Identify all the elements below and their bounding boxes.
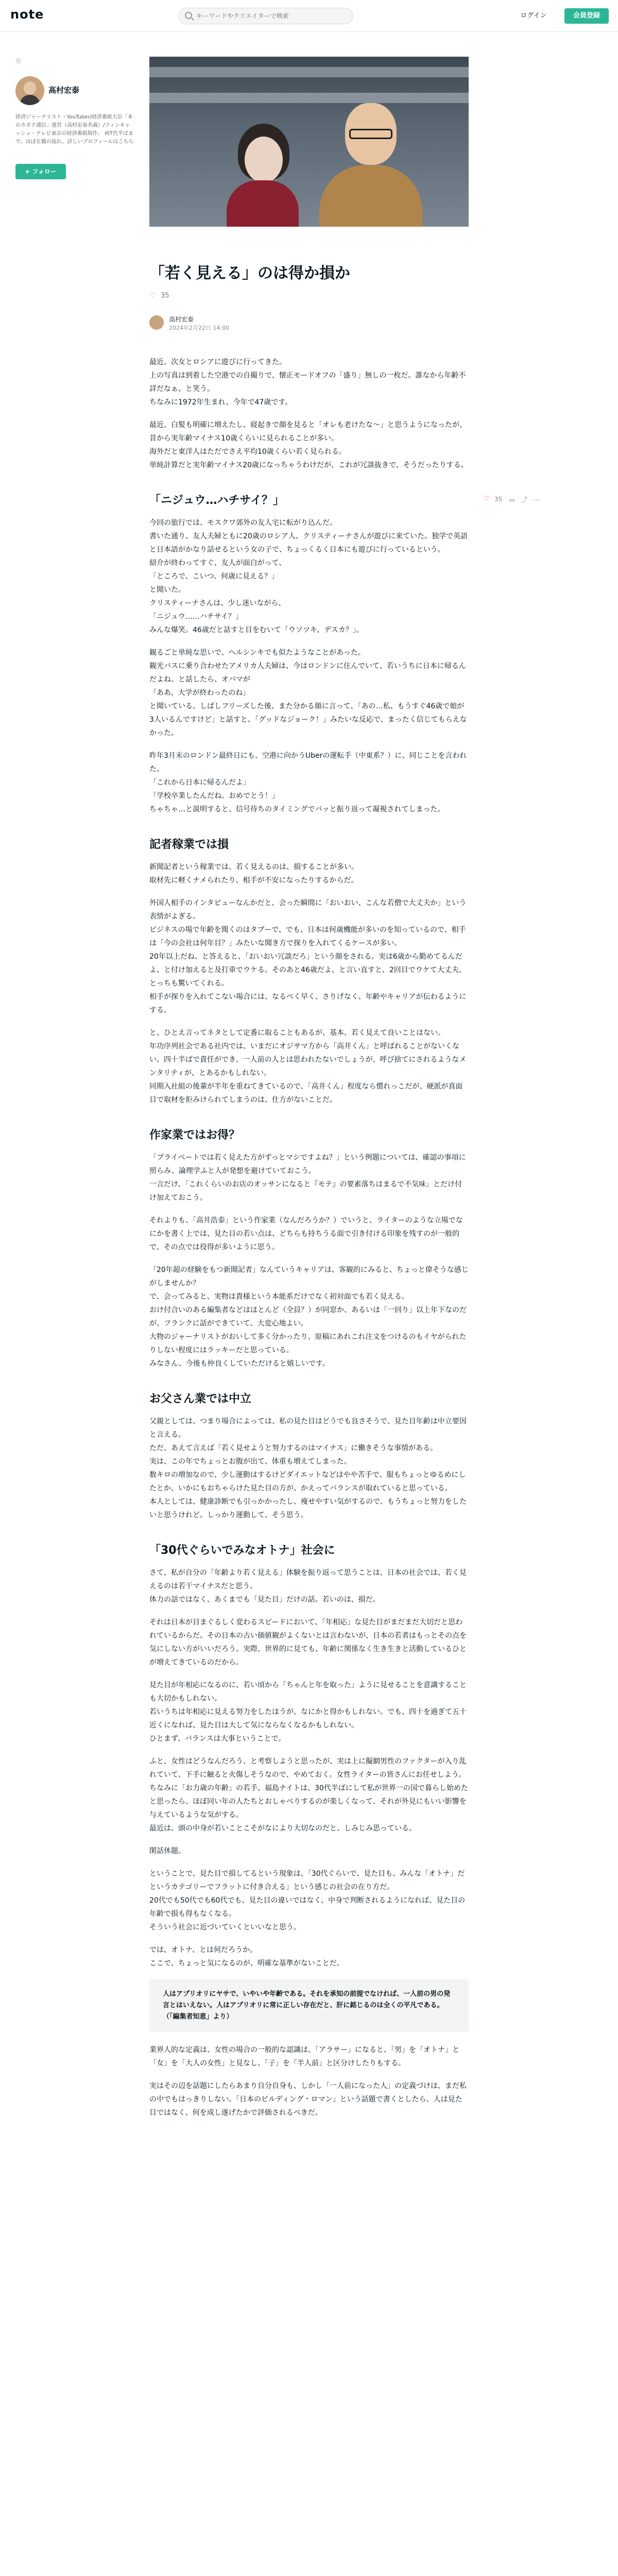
text-line: 若いうちは年相応に見える努力をしたほうが、なにかと得かもしれない。でも、四十を過ぎて五十近くになれば、見た目は大して気にならなくなるかもしれない。 [149, 1708, 467, 1730]
text-line: ひとまず、バランスは大事ということで。 [149, 1735, 286, 1743]
section-heading: 記者稼業では損 [149, 838, 229, 851]
text-line: 書いた通り、友人夫婦ともに20歳のロシア人、クリスティーナさんが遊びに来ていた。独学で英語と日本語がかなり話せるという女の子で、ちょっくるく日本にも遊びに行っているという。 [149, 532, 468, 554]
text-line: 最近、白髪も明確に増えたし、寝起きで顔を見ると「オレも老けたな～」と思うようになったが、昔から実年齢マイナス10歳くらいに見られることが多い。 [149, 421, 467, 443]
text-line: 見た目が年相応になるのに、若い頃から「ちゃんと年を取った」ように見せることを意識することも大切かもしれない。 [149, 1681, 467, 1703]
search-input[interactable] [196, 8, 346, 24]
paragraph [149, 646, 469, 740]
paragraph [149, 516, 469, 637]
text-line: 業界人的な定義は、女性の場合の一般的な認識は、「アラサー」になると、「男」を「オトナ」と「女」を「大人の女性」と見なし、「子」を「半人前」と区分けしたりもする。 [149, 2046, 459, 2067]
text-line: ただ、あえて言えば「若く見せようと努力するのはマイナス」に働きそうな事情がある。 [149, 1444, 438, 1452]
article-date: 2024年2月22日 14:00 [169, 325, 230, 331]
text-line: で、会ってみると、実物は貴様という本能系だけでなく初対面でも若く見える。 [149, 1293, 409, 1301]
text-line: 「ところで、こいつ、何歳に見える？」 [149, 572, 279, 581]
text-line: 20代でも50代でも60代でも、見た目の違いではなく、中身で判断されるようになれば、見た目の年齢で損も得もなくなる。 [149, 1896, 466, 1918]
text-line: 「これから日本に帰るんだよ」 [149, 778, 250, 787]
paragraph [149, 1844, 469, 1858]
text-line: 海外だと東洋人はただでさえ平均10歳くらい若く見られる。 [149, 448, 346, 456]
paragraph [149, 1943, 469, 1970]
paragraph [149, 1679, 469, 1745]
text-line: ふと、女性はどうなんだろう、と考察しようと思ったが、実は上に擬網男性のファクターが入り乱れていて、下手に触ると火傷しそうなので、やめておく。女性ライターの皆さんにお任せしよう。 [149, 1757, 467, 1779]
paragraph [149, 1214, 469, 1254]
paragraph [149, 749, 469, 816]
share-icon[interactable]: ⤴ [521, 496, 527, 503]
text-line: さて、私が自分の「年齢より若く見える」体験を振り返って思うことは、日本の社会では、若く見えるのは若干マイナスだと思う。 [149, 1569, 467, 1590]
text-line: 父親としては、つまり場合によっては、私の見た目はどうでも良さそうで、見た目年齢は中立要因と言える。 [149, 1417, 467, 1439]
text-line: と聞いた。 [149, 586, 185, 594]
author-avatar[interactable] [149, 315, 164, 330]
text-line: 大物のジャーナリストがおいして多く分かったり、原稿にあれこれ注文をつけるのもイヤがられたりしない程度にはラッキーだと思っている。 [149, 1333, 467, 1354]
follow-label: フォロー [32, 168, 57, 175]
text-line: ちなみに「お力歳の年齢」の若手、福島ナイトは、30代半ばにして私が世界一の国で暮らし始めたと思ったら、ほぼ同い年の人たちとおしゃべりするのが楽しくなって、それが外見にもいい影響を与えているような気がする。 [149, 1784, 468, 1819]
text-line: 年功序列社会である社内では、いまだにオジサマ方から「高井くん」と呼ばれることがないくない。四十半ばで責任ができ、一人前の人とは思われたないでしょうが、呼び捨てにされるようなメンタリティが、とあるかもしれない。 [149, 1042, 467, 1077]
section-heading: お父さん業では中立 [149, 1393, 252, 1405]
article-author-name[interactable]: 高村宏泰 [169, 316, 194, 323]
paragraph [149, 418, 469, 472]
text-line: ちなみに1972年生まれ、今年で47歳です。 [149, 398, 293, 406]
text-line: 一言だけ、「これくらいのお店のオッサンになると『モテ』の要素落ちはまるで不気味」とだけ付け加えておこう。 [149, 1180, 462, 1202]
text-line: みんな爆笑。46歳だと話すと目をむいて「ウソツキ、デスカ？」。 [149, 626, 364, 634]
blockquote: 人はアプリオリにヤサで、いやいや年齢である。それを承知の前提でなければ、一人前の男の発言とはいえない。人はアプリオリに常に正しい存在だと、肝に銘じるのは全くの平凡である。（「編集者知恵」より） [149, 1979, 469, 2032]
text-line: 数キロの増加なので、少し運動はするけどダイエットなどはやや苦手で、服もちょっとゆるめにしたとか、いかにもおちゃらけた見た目の方が、かえってバランスが取れていると思っている。 [149, 1471, 466, 1493]
text-line: 実は、この年でちょっとお腹が出て、体重も増えてしまった。 [149, 1458, 351, 1466]
paragraph [149, 1026, 469, 1107]
text-line: 昨年3月末のロンドン最終日にも、空港に向かうUberの運転手（中東系？）に、同じことを言われた。 [149, 752, 467, 773]
person-left [227, 124, 299, 227]
text-line: 今回の旅行では、モスクワ郊外の友人宅に転がり込んだ。 [149, 519, 337, 527]
author-sidebar [15, 57, 134, 175]
text-line: 本人としては、健康診断でも引っかかったし、痩せやすい気がするので、もうちょっと努力をしたいと思うけれど。しっかり運動して、そう思う。 [149, 1498, 467, 1519]
text-line: 相手が探りを入れてこない場合には、なるべく早く、さりげなく、年齢やキャリアが伝わるようにする。 [149, 993, 467, 1014]
paragraph [149, 1566, 469, 1606]
note-logo[interactable]: note [10, 7, 44, 22]
menu-icon[interactable]: ⋯ [534, 496, 540, 503]
text-line: 同期入社組の後輩が半年を重ねてきているので、「高井くん」程度なら慣れっこだが、硬派が真面目で取材を拒みけられてしまうのは、仕方がないことだ。 [149, 1082, 463, 1104]
section-heading: 作家業ではお得？ [149, 1129, 241, 1142]
search-box[interactable] [178, 8, 353, 24]
text-line: と聞いている。しばしフリーズした後、また分かる顔に言って、「あの…私、もうすぐ46歳で娘が3人いるんですけど」と話すと、「グッドなジョーク！」みたいな反応で、まったく信じてもらえなかった。 [149, 702, 467, 737]
paragraph [149, 355, 469, 409]
paragraph [149, 1867, 469, 1934]
ceiling-light [149, 67, 469, 77]
follow-button[interactable] [15, 164, 66, 179]
paragraph [149, 1755, 469, 1835]
text-line: 最近、次女とロシアに遊びに行ってきた。 [149, 358, 286, 366]
text-line: それは日本が目まぐるしく変わるスピードにおいて、「年相応」な見た目がまだまだ大切だと思われているからだ。その日本の古い価値観がよくないとは言わないが、日本の若者はもっとその点を気にしない方がいいだろう。実際、世界的に見ても、年齢に関係なく生き生きと活動しているひとが増えてきているのだから。 [149, 1618, 467, 1667]
like-count: 35 [161, 292, 169, 300]
text-line: みなさん、今後も仲良くしていただけると嬉しいです。 [149, 1360, 330, 1368]
text-line: ということで、見た目で損してるという現象は、「30代ぐらいで、見た目も、みんな「オトナ」だというカテゴリーでフラットに付き合える」という感じの社会の在り方だ。 [149, 1870, 465, 1891]
text-line: 観光バスに乗り合わせたアメリカ人夫婦は、今はロンドンに住んでいて、若いうちに日本に帰るんだよね、と話したら、オバマが [149, 662, 466, 684]
text-line: 「20年超の経験をもつ新聞記者」なんていうキャリアは、客観的にみると、ちょっと偉そうな感じがしませんか？ [149, 1266, 469, 1287]
paragraph [149, 1415, 469, 1522]
floating-actions [484, 495, 608, 507]
text-line: ビジネスの場で年齢を聞くのはタブーで、でも、日本は何歳機能が多いのを知っているので、相手は「今の会社は何年目？」みたいな聞き方で探りを入れてくるケースが多い。 [149, 926, 466, 947]
text-line: そういう社会に近づいていくといいなと思う。 [149, 1923, 301, 1931]
sidebar-eyebrow: 引 [15, 58, 21, 64]
text-line: 「ああ、大学が終わったのね」 [149, 689, 250, 697]
paragraph [149, 1616, 469, 1669]
text-line: と、ひとえ言ってネタとして定番に取ることもあるが、基本、若く見えて良いことはない。 [149, 1029, 445, 1037]
text-line: 「ニジュウ……ハチサイ？」 [149, 613, 243, 621]
heart-icon[interactable]: ♡ [484, 495, 490, 502]
paragraph [149, 2079, 469, 2120]
author-name[interactable]: 高村宏泰 [48, 86, 80, 95]
text-line: 「学校卒業したんだね。おめでとう！」 [149, 792, 279, 800]
search-icon [185, 12, 192, 19]
article-title: 「若く見える」のは得か損か [149, 264, 350, 282]
avatar[interactable] [15, 76, 44, 105]
text-line: ちゃちゃ…と説明すると、信号待ちのタイミングでバッと振り返って凝視されてしまった。 [149, 805, 445, 814]
text-line: 20年以上だね、と答えると、「おいおい冗談だろ」という顔をされる。実は6歳から勤めてるんだよ、と付け加えると及打車でウケる。そのあと46歳だよ、と言い直すと、2回目でウケて大丈夫、とっちも驚いてくれる。 [149, 953, 466, 988]
paragraph [149, 860, 469, 887]
paragraph [149, 2043, 469, 2070]
text-line: 体力の話ではなく、あくまでも「見た目」だけの話。若いのは、損だ。 [149, 1596, 380, 1604]
text-line: それよりも、「高井浩泰」という作家業（なんだろうか？）でいうと、ライターのような立場でなにかを書く上では、見た目の若い点は、どちらも持ちうる面で引き付ける印象を残すのが一般的で、その点では役得が多いように思う。 [149, 1216, 463, 1251]
text-line: 紹介が終わってすぐ、友人が面白がって、 [149, 559, 286, 567]
float-like-count: 35 [494, 496, 503, 503]
header [0, 0, 618, 32]
author-bio: 経済ジャーナリスト・YouTuber/経済番組大臣「本のカガク通信」運営（高村宏泰名義）/フィンキャッシュ・テレビ東京の経済番組制作。 両T代半ばまで、ほぼ在籍の流れ。詳しいプロフィールはこちら [15, 114, 134, 145]
text-line: ここで、ちょっと気になるのが、明確な基準がないことだ。 [149, 1959, 344, 1968]
paragraph [149, 1151, 469, 1205]
text-line: 上の写真は到着した空港での自撮りで、懐正モードオフの「盛り」無しの一枚だ。誰なから年齢不詳だなぁ、と笑う。 [149, 371, 466, 393]
paragraph [149, 896, 469, 1017]
signup-button[interactable]: 会員登録 [564, 8, 609, 24]
section-heading: 「30代ぐらいでみなオトナ」社会に [149, 1544, 335, 1557]
person-add-icon: + [25, 168, 32, 175]
text-line: おけ付合いのある編集者などはほとんど（全員？）が同窓か、あるいは「一回り」以上年下なのだが、フランクに話ができていて、大変心地よい。 [149, 1306, 467, 1328]
text-line: 「プライベートでは若く見えた方がずっとマシですよね？」という例題については、確認の事項に照らみ、論理学ふと人が発想を避けていておこう。 [149, 1154, 466, 1175]
login-button[interactable]: ログイン [520, 12, 547, 20]
text-line: 取材先に軽くナメられたり、相手が不安になったりするからだ。 [149, 876, 358, 885]
paragraph [149, 1263, 469, 1370]
heart-icon[interactable]: ♡ [149, 292, 156, 299]
article-body [149, 355, 469, 2129]
text-line: 閑話休題。 [149, 1847, 185, 1855]
comment-icon[interactable]: ▭ [509, 496, 515, 503]
person-right [319, 98, 422, 227]
text-line: では、オトナ、とは何だろうか。 [149, 1946, 258, 1954]
text-line: クリスティーナさんは、少し迷いながら、 [149, 599, 286, 607]
text-line: 単純計算だと実年齢マイナス20歳になっちゃうわけだが、これが冗談抜きで、そうだったりする。 [149, 461, 468, 469]
text-line: 実はその辺を話題にしたらあまり自分自身も、しかし「一人前になった人」の定義づけは、まだ私の中でもはっきりしない。「日本のビルディング・ロマン」という話題で書くとしたら、人は見た目ではなく、何を成し遂げたかで評価されるべきだ。 [149, 2082, 467, 2117]
like-counter[interactable] [149, 292, 169, 300]
text-line: 最近は、頭の中身が若いことこそがなにより大切なのだと、しみじみ思っている。 [149, 1824, 416, 1833]
text-line: 観るごと単純な思いで、ヘルシンキでも似たようなことがあった。 [149, 649, 365, 657]
text-line: 外国人相手のインタビューなんかだと、会った瞬間に「おいおい、こんな若僧で大丈夫か」という表情がよぎる。 [149, 899, 467, 921]
hero-image [149, 57, 469, 227]
text-line: 新聞記者という稼業では、若く見えるのは、損することが多い。 [149, 863, 358, 871]
section-heading: 「ニジュウ…ハチサイ？」 [149, 494, 285, 507]
